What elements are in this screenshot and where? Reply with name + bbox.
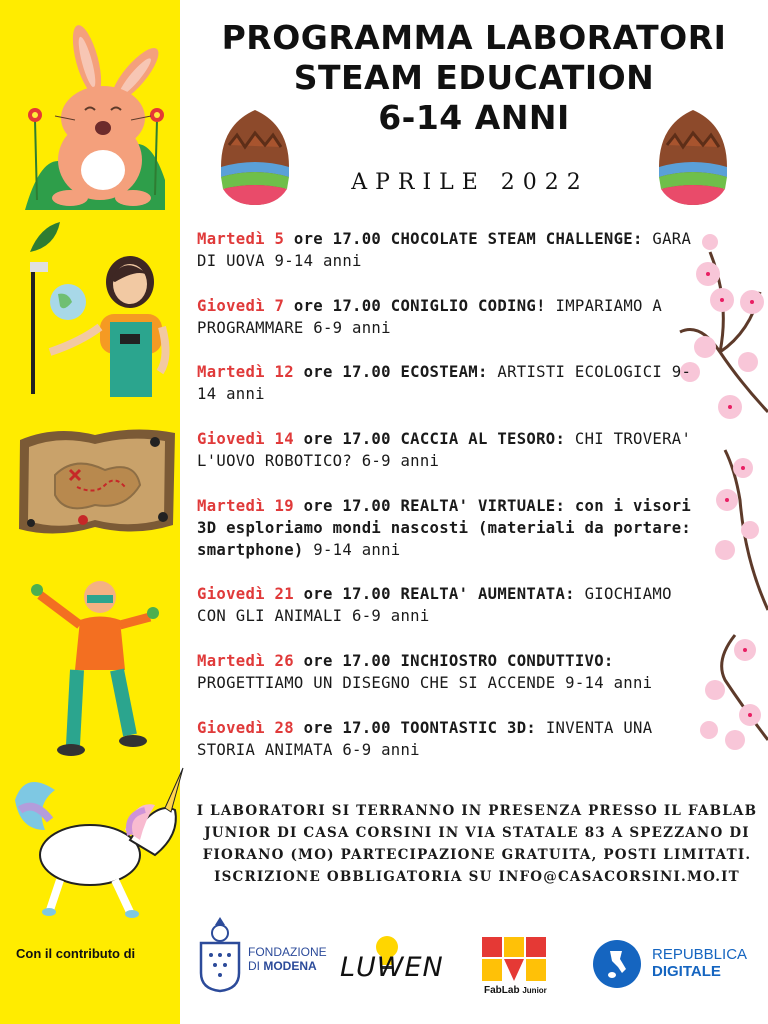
event-description: IMPARIAMO A PROGRAMMARE 6-9 anni (197, 296, 663, 337)
event-description: GARA DI UOVA 9-14 anni (197, 230, 692, 270)
fablab-line-1: FabLab (484, 985, 520, 996)
event-title: ore 17.00 CHOCOLATE STEAM CHALLENGE: (293, 230, 643, 248)
luwen-logo (338, 932, 443, 992)
unicorn-illustration (5, 760, 185, 925)
repubblica-line-2: DIGITALE (652, 963, 721, 980)
event-description: 9-14 anni (313, 540, 401, 559)
italy-map-icon (592, 939, 642, 989)
event-item (197, 295, 697, 339)
event-day: Giovedì 14 (197, 430, 294, 449)
event-title: ore 17.00 INCHIOSTRO CONDUTTIVO: (303, 652, 614, 671)
event-title: ore 17.00 CACCIA AL TESORO: (303, 430, 566, 449)
event-item (197, 228, 697, 272)
event-title: ore 17.00 REALTA' AUMENTATA: (303, 585, 575, 604)
event-title: ore 17.00 CONIGLIO CODING! (293, 296, 546, 315)
juggler-illustration (25, 575, 175, 760)
event-day: Giovedì 21 (197, 585, 294, 604)
event-day: Giovedì 28 (197, 718, 294, 737)
event-item (197, 717, 697, 761)
event-item (197, 650, 697, 694)
repubblica-line-1: REPUBBLICA (652, 946, 748, 963)
event-item (197, 583, 697, 627)
event-item (197, 361, 697, 405)
event-day: Martedì 12 (197, 363, 294, 382)
title-line-1: PROGRAMMA LABORATORI (221, 18, 727, 57)
cherry-blossom-branch-bottom (695, 630, 768, 755)
fondazione-line-2b: MODENA (263, 959, 317, 973)
event-title: ore 17.00 TOONTASTIC 3D: (303, 718, 537, 737)
bunny-illustration (15, 20, 175, 210)
title-line-2: STEAM EDUCATION (293, 58, 655, 97)
event-day: Martedì 26 (197, 652, 294, 671)
fablab-mark-icon (482, 937, 548, 983)
event-item (197, 428, 697, 472)
treasure-map-illustration (15, 425, 180, 540)
fondazione-line-2a: DI (248, 959, 260, 973)
luwen-wordmark: LUWEN (340, 952, 444, 983)
repubblica-digitale-logo (592, 937, 762, 992)
events-list (197, 228, 697, 784)
fondazione-modena-logo (195, 915, 327, 995)
event-description: CHI TROVERA' L'UOVO ROBOTICO? 6-9 anni (197, 430, 692, 471)
title-line-3: 6-14 ANNI (378, 98, 570, 137)
painter-girl-illustration (20, 222, 180, 397)
info-paragraph: I LABORATORI SI TERRANNO IN PRESENZA PRESSO IL FABLAB JUNIOR DI CASA CORSINI IN VIA STATALE 83 A SPEZZANO DI FIORANO (MO) PARTECIPAZIONE GRATUITA, POSTI LIMITATI. ISCRIZIONE OBBLIGATORIA SU INFO@CASACORSINI.MO.IT (196, 803, 758, 885)
month-label: APRILE 2022 (351, 170, 589, 195)
event-description: PROGETTIAMO UN DISEGNO CHE SI ACCENDE 9-14 anni (197, 674, 653, 693)
contributors-label: Con il contributo di (16, 946, 136, 961)
event-description: ARTISTI ECOLOGICI 9-14 anni (197, 363, 692, 404)
fablab-junior-logo (482, 937, 552, 999)
poster-title (190, 18, 758, 138)
fablab-line-2: Junior (522, 986, 547, 995)
event-description: GIOCHIAMO CON GLI ANIMALI 6-9 anni (197, 585, 672, 626)
cherry-blossom-branch-middle (705, 440, 768, 620)
event-day: Martedì 5 (197, 230, 285, 248)
event-item (197, 495, 697, 561)
event-day: Giovedì 7 (197, 296, 285, 315)
event-day: Martedì 19 (197, 496, 294, 515)
event-title: ore 17.00 ECOSTEAM: (303, 363, 488, 382)
fondazione-line-1: FONDAZIONE (248, 945, 327, 959)
fondazione-crest-icon (195, 915, 245, 993)
event-description: INVENTA UNA STORIA ANIMATA 6-9 anni (197, 718, 653, 759)
event-title: ore 17.00 REALTA' VIRTUALE: con i visori 3D esploriamo mondi nascosti (materiali da portare: smartphone) (197, 496, 692, 559)
